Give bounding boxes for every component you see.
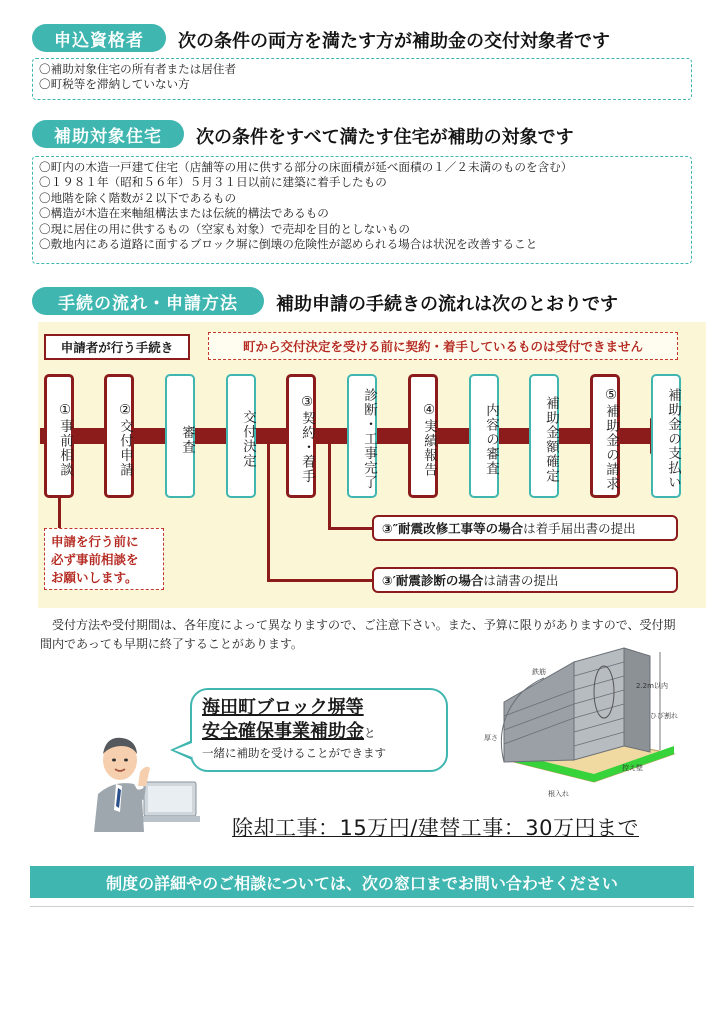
branch-retrofit-title: ③″耐震改修工事等の場合 bbox=[382, 521, 524, 536]
contact-banner: 制度の詳細やのご相談については、次の窓口までお問い合わせください bbox=[30, 866, 694, 898]
branch-retrofit-case bbox=[372, 515, 678, 541]
section-pill-target-house: 補助対象住宅 bbox=[32, 120, 184, 148]
callout-description: 一緒に補助を受けることができます bbox=[202, 746, 386, 760]
note-connector bbox=[58, 498, 61, 528]
step-grant-decision: 交付決定 bbox=[226, 374, 256, 498]
footer-divider bbox=[30, 906, 694, 907]
branch-retrofit-text: は着手届出書の提出 bbox=[523, 521, 636, 536]
step-grant-payment: 補助金の支払い bbox=[651, 374, 681, 498]
step-grant-application: ②交付申請 bbox=[104, 374, 134, 498]
callout-tail-inner bbox=[174, 743, 192, 757]
label-height: 2.2m以内 bbox=[636, 682, 668, 690]
callout-title-suffix: と bbox=[364, 726, 376, 740]
condition-item: 〇構造が木造在来軸組構法または伝統的構法であるもの bbox=[39, 206, 329, 221]
condition-item: 〇現に居住の用に供するもの（空家も対象）で売却を目的としないもの bbox=[39, 221, 411, 236]
subsidy-amount: 除却工事：15万円/建替工事：30万円まで bbox=[232, 816, 640, 840]
section-pill-procedure: 手続の流れ・申請方法 bbox=[32, 287, 264, 315]
branch-connector bbox=[328, 527, 376, 530]
consultation-note-line: お願いします。 bbox=[51, 570, 138, 585]
section-heading-target-house: 次の条件をすべて満たす住宅が補助の対象です bbox=[196, 127, 574, 148]
condition-item: 〇敷地内にある道路に面するブロック塀に倒壊の危険性が認められる場合は状況を改善すること bbox=[39, 237, 538, 252]
applicant-conditions-box bbox=[32, 58, 692, 100]
branch-diagnosis-title: ③′耐震診断の場合 bbox=[382, 573, 484, 588]
step-content-review: 内容の審査 bbox=[469, 374, 499, 498]
condition-item: 〇１９８１年（昭和５６年）５月３１日以前に建築に着手したもの bbox=[39, 175, 387, 190]
label-thickness: 厚さ bbox=[484, 734, 498, 742]
notice-paragraph: 受付方法や受付期間は、各年度によって異なりますので、ご注意下さい。また、予算に限りがありますので、受付期間内であっても早期に終了することがあります。 bbox=[40, 618, 676, 651]
section-heading-procedure: 補助申請の手続きの流れは次のとおりです bbox=[276, 294, 618, 315]
label-root: 根入れ bbox=[548, 790, 569, 798]
consultation-note-line: 申請を行う前に bbox=[51, 534, 139, 549]
step-grant-request: ⑤補助金の請求 bbox=[590, 374, 620, 498]
businessman-illustration bbox=[84, 712, 200, 832]
section-heading-applicant: 次の条件の両方を満たす方が補助金の交付対象者です bbox=[178, 31, 610, 52]
branch-connector bbox=[328, 444, 331, 530]
condition-item: 〇町内の木造一戸建て住宅（店舗等の用に供する部分の床面積が延べ面積の１／２未満のものを含む） bbox=[39, 160, 573, 174]
branch-diagnosis-text: は請書の提出 bbox=[483, 573, 559, 588]
step-preliminary-consultation: ①事前相談 bbox=[44, 374, 74, 498]
block-wall-diagram bbox=[474, 642, 682, 802]
consultation-note bbox=[44, 528, 164, 590]
step-completion: 診断・工事完了 bbox=[347, 374, 377, 498]
consultation-note-line: 必ず事前相談を bbox=[51, 552, 139, 567]
step-result-report: ④実績報告 bbox=[408, 374, 438, 498]
section-pill-applicant: 申込資格者 bbox=[32, 24, 166, 52]
label-crack: ひび割れ bbox=[650, 712, 678, 720]
step-review: 審査 bbox=[165, 374, 195, 498]
callout-title-line2: 安全確保事業補助金 bbox=[202, 721, 364, 742]
condition-item: 〇補助対象住宅の所有者または居住者 bbox=[39, 62, 237, 76]
label-rebar: 鉄筋 bbox=[532, 668, 546, 676]
house-conditions-box bbox=[32, 156, 692, 264]
branch-connector bbox=[267, 444, 270, 582]
step-amount-confirmation: 補助金額確定 bbox=[529, 374, 559, 498]
subsidy-callout bbox=[190, 688, 448, 772]
condition-item: 〇町税等を滞納していない方 bbox=[39, 77, 190, 92]
applicant-procedure-label: 申請者が行う手続き bbox=[44, 334, 190, 360]
warning-note: 町から交付決定を受ける前に契約・着手しているものは受付できません bbox=[208, 332, 678, 360]
callout-title-line1: 海田町ブロック塀等 bbox=[202, 697, 364, 718]
branch-connector bbox=[267, 579, 377, 582]
step-contract-start: ③契約・着手 bbox=[286, 374, 316, 498]
label-buttress: 控え壁 bbox=[622, 764, 643, 772]
branch-diagnosis-case bbox=[372, 567, 678, 593]
condition-item: 〇地階を除く階数が２以下であるもの bbox=[39, 190, 237, 205]
